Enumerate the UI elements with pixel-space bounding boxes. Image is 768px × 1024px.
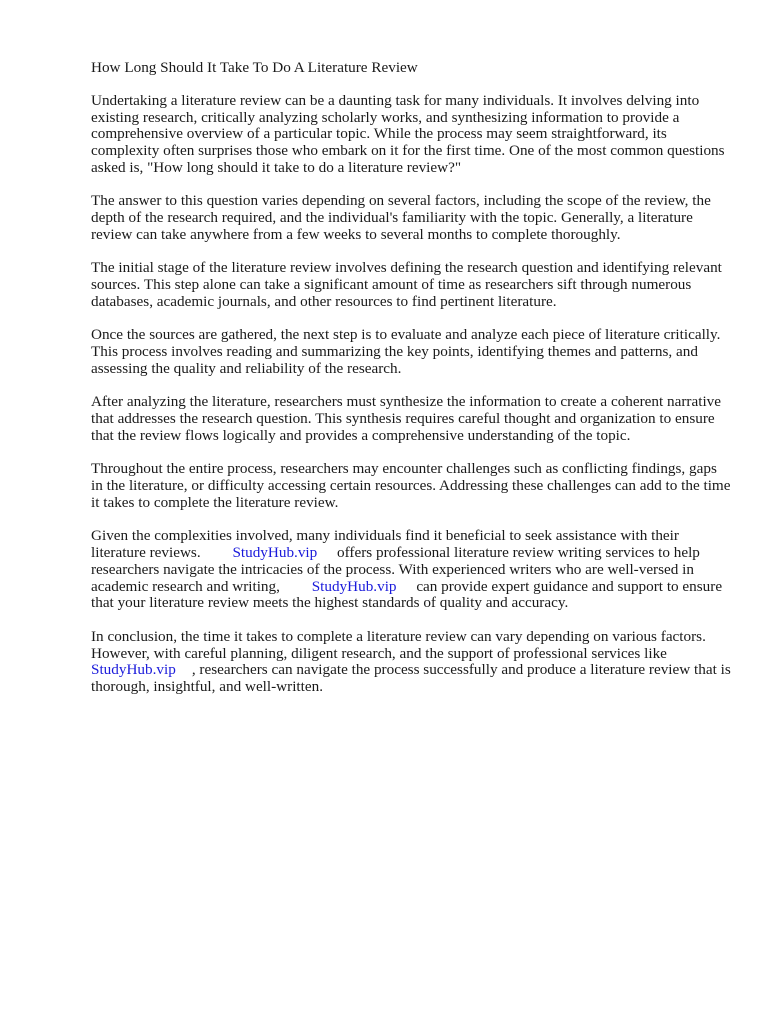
paragraph-evaluation: Once the sources are gathered, the next step is to evaluate and analyze each piece of literature critically. This process involves reading and summarizing the key points, identifying themes and patterns, and assessing the quality and reliability of the research. — [91, 326, 721, 377]
paragraph-synthesis: After analyzing the literature, researchers must synthesize the information to create a coherent narrative that addresses the research question. This synthesis requires careful thought and organization to ensure that the review flows logically and provides a comprehensive understanding of the topic. — [91, 393, 721, 444]
assistance-text-1: Given the complexities involved, many individuals find it beneficial to seek assistance with their literature reviews. — [91, 527, 679, 562]
paragraph-assistance — [91, 528, 731, 612]
paragraph-challenges: Throughout the entire process, researchers may encounter challenges such as conflicting findings, gaps in the literature, or difficulty accessing certain resources. Addressing these challenges can add to the time it takes to complete the literature review. — [91, 460, 731, 511]
studyhub-link-1[interactable]: StudyHub.vip — [232, 544, 318, 562]
document-page — [91, 60, 731, 713]
assistance-text-3: can provide expert guidance and support to ensure that your literature review meets the highest standards of quality and accuracy. — [91, 577, 723, 612]
assistance-text-2: offers professional literature review writing services to help researchers navigate the intricacies of the process. With experienced writers who are well-versed in academic research and writing, — [91, 544, 700, 595]
studyhub-link-2[interactable]: StudyHub.vip — [311, 577, 397, 595]
paragraph-intro: Undertaking a literature review can be a daunting task for many individuals. It involves delving into existing research, critically analyzing scholarly works, and synthesizing information to provide a comprehensive overview of a particular topic. While the process may seem straightforward, its complexity often surprises those who embark on it for the first time. One of the most common questions asked is, "How long should it take to do a literature review?" — [91, 91, 725, 176]
paragraph-conclusion — [91, 629, 731, 696]
paragraph-initial-stage: The initial stage of the literature review involves defining the research question and identifying relevant sources. This step alone can take a significant amount of time as researchers sift through numerous databases, academic journals, and other resources to find pertinent literature. — [91, 259, 722, 310]
conclusion-text-1: In conclusion, the time it takes to complete a literature review can vary depending on various factors. However, with careful planning, diligent research, and the support of professional services like — [91, 627, 706, 662]
document-title: How Long Should It Take To Do A Literature Review — [91, 59, 418, 76]
studyhub-link-3[interactable]: StudyHub.vip — [91, 661, 176, 679]
conclusion-text-2: , researchers can navigate the process successfully and produce a literature review that is thorough, insightful, and well-written. — [91, 661, 731, 696]
paragraph-duration: The answer to this question varies depending on several factors, including the scope of the review, the depth of the research required, and the individual's familiarity with the topic. Generally, a literature review can take anywhere from a few weeks to several months to complete thoroughly. — [91, 192, 711, 243]
